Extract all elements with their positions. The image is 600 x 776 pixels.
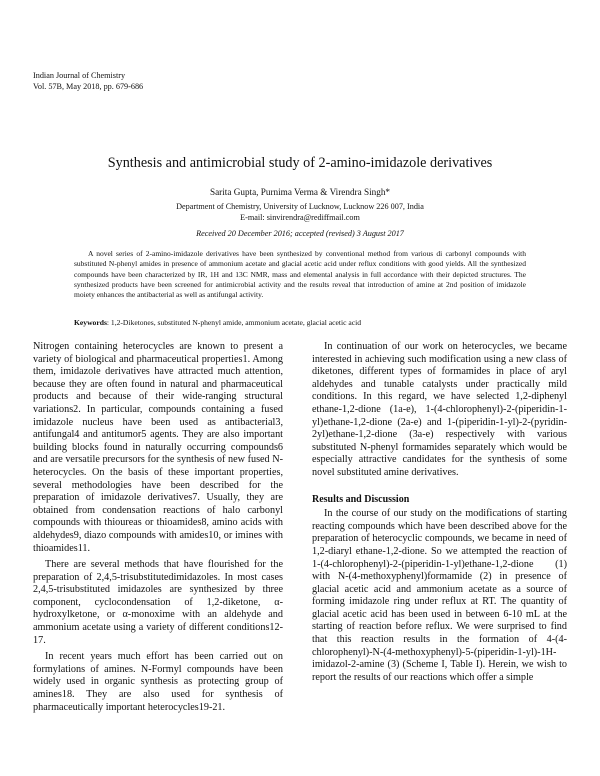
right-paragraph-2: In the course of our study on the modifications of starting reacting compounds which have been described above for the preparation of heterocyclic compounds, we became in need of 1,2-diaryl ethane-1,2-dione. So we attempted the reaction of 1-(4-chlorophenyl)-2-(piperidin-1-yl)ethane-1,2-dione (1) with N-(4-methoxyphenyl)formamide (2) in presence of glacial acetic acid and ammonium acetate as a source of forming imidazole ring under reflux at RT. The quantity of glacial acetic acid has been used in between 6-10 mL at the starting of reaction before reflux. We were surprised to find that this reaction results in the formation of 4-(4-chlorophenyl)-N-(4-methoxyphenyl)-5-(piperidin-1-yl)-1H-imidazol-2-amine (3) (Scheme I, Table I). Herein, we wish to report the results of our reactions which offer a simple <box>312 508 567 683</box>
affiliation: Department of Chemistry, University of Lucknow, Lucknow 226 007, India <box>176 202 424 211</box>
email: E-mail: sinvirendra@rediffmail.com <box>240 213 360 222</box>
left-paragraph-3: In recent years much effort has been carried out on formylations of amines. N-Formyl compounds have been widely used in organic synthesis as protecting group of amines18. They are also used for synthesis of pharmaceutically important heterocycles19-21. <box>33 651 283 713</box>
section-heading: Results and Discussion <box>312 493 410 505</box>
keywords-label: Keywords <box>74 318 107 327</box>
journal-issue: Vol. 57B, May 2018, pp. 679-686 <box>33 82 144 91</box>
journal-name: Indian Journal of Chemistry <box>33 71 126 80</box>
keywords <box>74 318 526 327</box>
left-paragraph-2: There are several methods that have flourished for the preparation of 2,4,5-trisubstitutedimidazoles. In most cases 2,4,5-trisubstituted imidazoles are synthesized by three component, cyclocondensation of 1,2-diketone, α-hydroxylketone, or α-monoxime with an aldehyde and ammonium acetate using a variety of different conditions12-17. <box>33 559 283 646</box>
right-paragraph-1: In continuation of our work on heterocycles, we became interested in achieving such modification using a new class of diketones, different types of formamides in place of aryl aldehydes and tunable catalysts under practically mild conditions. In this regard, we have selected 1,2-diphenyl ethane-1,2-dione (1a-e), 1-(4-chlorophenyl)-2-(piperidin-1-yl)ethane-1,2-dione (2a-e) and 1-(piperidin-1-yl)-2-(pyridin-2yl)ethane-1,2-dione (3a-e) respectively with various substituted N-phenyl formamides separately which would be especially attractive candidates for the synthesis of some novel substituted amine derivatives. <box>312 341 567 478</box>
keywords-text: : 1,2-Diketones, substituted N-phenyl amide, ammonium acetate, glacial acetic acid <box>106 318 362 327</box>
left-column <box>33 341 283 718</box>
affiliation-block <box>0 201 600 223</box>
paper-title: Synthesis and antimicrobial study of 2-amino-imidazole derivatives <box>107 155 493 171</box>
journal-header <box>33 70 143 92</box>
right-column <box>312 341 567 688</box>
authors: Sarita Gupta, Purnima Verma & Virendra Singh* <box>209 187 391 197</box>
received-dates: Received 20 December 2016; accepted (revised) 3 August 2017 <box>196 229 404 238</box>
abstract: A novel series of 2-amino-imidazole derivatives have been synthesized by conventional method from various di carbonyl compounds with substituted N-phenyl amides in presence of ammonium acetate and glacial acetic acid under reflux conditions with good yields. All the synthesized compounds have been characterized by IR, 1H and 13C NMR, mass and elemental analysis in full accordance with their depicted structures. The synthesized products have been screened for antimicrobial activity and the results reveal that introduction of amine at 2nd position of imidazole moiety enhances the antibacterial as well as antifungal activity. <box>74 249 526 300</box>
left-paragraph-1: Nitrogen containing heterocycles are known to present a variety of biological and pharmaceutical properties1. Among them, imidazole derivatives have attracted much attention, because they are often found in natural and pharmaceutical products and because of their wide-ranging structural variations2. In particular, compounds containing a fused imidazole nucleus have been used as antibacterial3, antifungal4 and antitumor5 agents. They are also important building blocks found in naturally occurring compounds6 and are versatile precursors for the synthesis of new fused N-heterocycles. On the basis of these important properties, several methodologies have been described for the preparation of imidazole derivatives7. Usually, they are obtained from condensation reactions of halo carbonyl compounds with thioureas or thioamides8, amino acids with aldehydes9, diazo compounds with amides10, or imines with thioamides11. <box>33 341 283 554</box>
